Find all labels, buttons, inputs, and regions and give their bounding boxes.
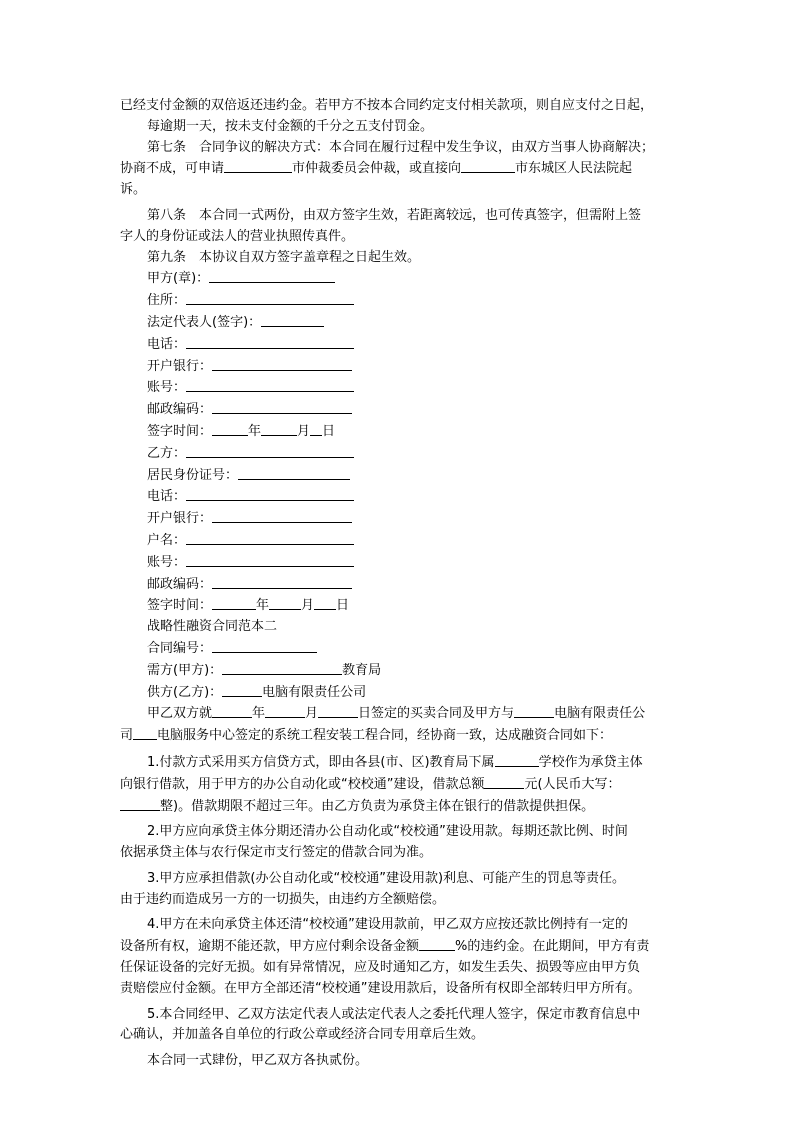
clause7-paragraph: 诉。: [120, 182, 147, 198]
clause7-text: 市仲裁委员会仲裁，或直接向: [292, 161, 462, 177]
item-2: 依据承贷主体与农行保定市支行签定的借款合同为准。: [120, 845, 433, 861]
document-page: [120, 96, 692, 1072]
sample2-buyer-field: [120, 660, 692, 682]
party-a-name-field: [120, 268, 692, 290]
blank-line: [269, 595, 301, 610]
clause7-continuation-line: 已经支付金额的双倍返还违约金。若甲方不按本合同约定支付相关款项，则自应支付之日起，: [120, 98, 654, 113]
blank-line: [419, 936, 455, 951]
date-unit: 日: [336, 598, 350, 614]
blank-line: [186, 334, 354, 349]
blank-line: [238, 465, 350, 480]
blank-line: [133, 725, 157, 740]
date-unit: 月: [301, 598, 315, 614]
item-2: 2.甲方应向承贷主体分期还清办公自动化或“校校通”建设用款。每期还款比例、时间: [147, 824, 628, 840]
field-label: 住所：: [147, 293, 187, 309]
party-b-phone-field: [120, 486, 692, 508]
blank-line: [186, 530, 354, 545]
field-label: 供方(乙方)：: [147, 684, 223, 700]
blank-line: [186, 552, 354, 567]
field-label: 电话：: [147, 489, 187, 505]
field-label: 账号：: [147, 380, 187, 396]
field-label: 合同编号：: [147, 640, 213, 656]
item-5: 5.本合同经甲、乙双方法定代表人或法定代表人之委托代理人签字，保定市教育信息中: [147, 1006, 641, 1022]
clause7-paragraph: 第七条 合同争议的解决方式：本合同在履行过程中发生争议，由双方当事人协商解决；: [147, 139, 655, 155]
blank-line: [222, 660, 342, 675]
date-unit: 日: [322, 423, 336, 439]
item-4: 4.甲方在未向承贷主体还清“校校通”建设用款前，甲乙双方应按还款比例持有一定的: [147, 917, 628, 933]
field-label: 户名：: [147, 532, 187, 548]
blank-line: [224, 158, 292, 173]
item-1: [120, 774, 692, 796]
field-label: 开户银行：: [147, 511, 213, 527]
field-label: 居民身份证号：: [147, 467, 239, 483]
blank-line: [461, 158, 515, 173]
field-suffix: 教育局: [342, 662, 382, 678]
blank-line: [265, 703, 305, 718]
blank-line: [495, 752, 539, 767]
blank-line: [310, 421, 322, 436]
blank-line: [186, 443, 354, 458]
blank-line: [261, 312, 324, 327]
blank-line: [212, 574, 352, 589]
item-4: [120, 936, 692, 958]
sample2-title: 战略性融资合同范本二: [147, 619, 278, 635]
clause8-paragraph: 第八条 本合同一式两份，由双方签字生效，若距离较远，也可传真签字，但需附上签: [147, 207, 642, 223]
clause7-text: 协商不成，可申请: [120, 161, 225, 177]
blank-line: [212, 399, 352, 414]
clause9-paragraph: 第九条 本协议自双方签字盖章程之日起生效。: [147, 249, 421, 265]
field-label: 甲方(章)：: [147, 271, 210, 287]
intro-text: 月: [305, 706, 319, 722]
item-text: 元(人民币大写：: [524, 776, 621, 792]
blank-line: [484, 774, 524, 789]
field-label: 开户银行：: [147, 358, 213, 374]
party-b-name-field: [120, 443, 692, 465]
party-a-postcode-field: [120, 399, 692, 421]
date-unit: 年: [248, 423, 262, 439]
blank-line: [212, 703, 252, 718]
field-label: 邮政编码：: [147, 576, 213, 592]
intro-text: 日签定的买卖合同及甲方与: [358, 706, 515, 722]
item-text: 设备所有权，逾期不能还款，甲方应付剩余设备金额: [120, 939, 420, 955]
field-label: 电话：: [147, 336, 187, 352]
item-4: 责赔偿应付金额。在甲方全部还清“校校通”建设用款后，设备所有权即全部转归甲方所有。: [120, 980, 641, 996]
party-a-phone-field: [120, 334, 692, 356]
blank-line: [212, 595, 256, 610]
party-b-postcode-field: [120, 574, 692, 596]
party-b-holder-field: [120, 530, 692, 552]
party-b-date-field: [120, 595, 692, 617]
clause7-text: 市东城区人民法院起: [515, 161, 633, 177]
party-b-account-field: [120, 552, 692, 574]
sample2-intro: [120, 725, 692, 747]
field-suffix: 电脑有限责任公司: [262, 684, 367, 700]
clause7-continuation-line: 每逾期一天，按未支付金额的千分之五支付罚金。: [147, 118, 434, 134]
blank-line: [314, 595, 336, 610]
field-label: 需方(甲方)：: [147, 662, 223, 678]
date-unit: 月: [297, 423, 311, 439]
intro-text: 电脑服务中心签定的系统工程安装工程合同，经协商一致，达成融资合同如下：: [157, 728, 613, 744]
item-text: 学校作为承贷主体: [538, 754, 643, 770]
blank-line: [212, 356, 352, 371]
field-label: 签字时间：: [147, 598, 213, 614]
blank-line: [318, 703, 358, 718]
item-3: 由于违约而造成另一方的一切损失，由违约方全额赔偿。: [120, 891, 446, 907]
field-label: 乙方：: [147, 445, 187, 461]
item-text: 向银行借款，用于甲方的办公自动化或“校校通”建设，借款总额: [120, 776, 485, 792]
party-a-address-field: [120, 290, 692, 312]
field-label: 签字时间：: [147, 423, 213, 439]
blank-line: [209, 268, 335, 283]
item-text: 整)。借款期限不超过三年。由乙方负责为承贷主体在银行的借款提供担保。: [160, 798, 595, 814]
intro-text: 年: [252, 706, 266, 722]
blank-line: [186, 486, 354, 501]
party-a-account-field: [120, 377, 692, 399]
blank-line: [212, 421, 248, 436]
clause8-paragraph: 字人的身份证或法人的营业执照传真件。: [120, 228, 355, 244]
intro-text: 司: [120, 728, 134, 744]
field-label: 法定代表人(签字)：: [147, 314, 262, 330]
item-1: [120, 796, 692, 818]
clause7-paragraph: [120, 158, 692, 180]
item-4: 任保证设备的完好无损。如有异常情况，应及时通知乙方，如发生丢失、损毁等应由甲方负: [120, 960, 641, 976]
party-b-id-field: [120, 465, 692, 487]
blank-line: [186, 290, 354, 305]
party-a-bank-field: [120, 356, 692, 378]
blank-line: [212, 508, 352, 523]
item-1: [120, 752, 692, 774]
blank-line: [261, 421, 297, 436]
item-text: 1.付款方式采用买方信贷方式，即由各县(市、区)教育局下属: [147, 754, 495, 770]
sample2-supplier-field: [120, 682, 692, 704]
field-label: 邮政编码：: [147, 402, 213, 418]
blank-line: [120, 796, 160, 811]
blank-line: [186, 377, 354, 392]
party-b-bank-field: [120, 508, 692, 530]
sample2-intro: [120, 703, 692, 725]
item-3: 3.甲方应承担借款(办公自动化或“校校通”建设用款)利息、可能产生的罚息等责任。: [147, 870, 626, 886]
blank-line: [222, 682, 262, 697]
party-a-rep-field: [120, 312, 692, 334]
item-5: 心确认，并加盖各自单位的行政公章或经济合同专用章后生效。: [120, 1027, 485, 1043]
field-label: 账号：: [147, 554, 187, 570]
intro-text: 电脑有限责任公: [554, 706, 646, 722]
blank-line: [514, 703, 554, 718]
date-unit: 年: [256, 598, 270, 614]
item-text: %的违约金。在此期间，甲方有责: [455, 939, 650, 955]
sample2-contract-no-field: [120, 638, 692, 660]
blank-line: [212, 638, 317, 653]
intro-text: 甲乙双方就: [147, 706, 213, 722]
party-a-date-field: [120, 421, 692, 443]
closing-paragraph: 本合同一式肆份，甲乙双方各执贰份。: [147, 1053, 369, 1069]
